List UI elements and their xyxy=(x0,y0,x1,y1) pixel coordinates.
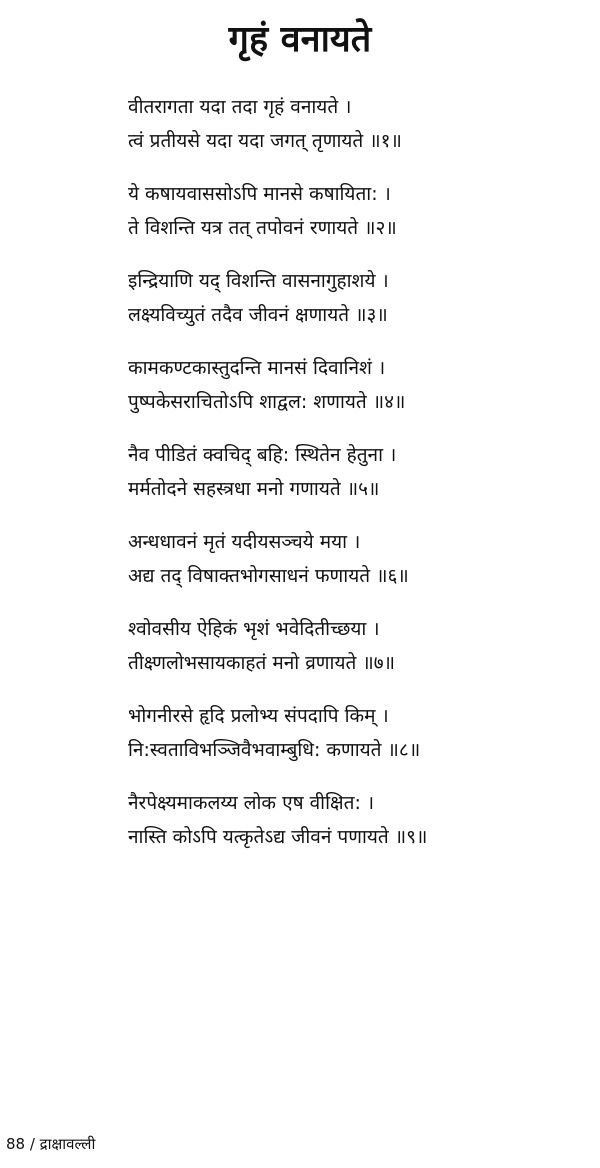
verse-9 xyxy=(128,786,588,873)
verse-line: त्वं प्रतीयसे यदा यदा जगत् तृणायते ॥१॥ xyxy=(128,130,402,152)
verse-line: अद्य तद् विषाक्तभोगसाधनं फणायते ॥६॥ xyxy=(128,565,409,587)
verse-line: ये कषायवाससोऽपि मानसे कषायिता: । xyxy=(128,183,391,205)
verse-line: नास्ति कोऽपि यत्कृतेऽद्य जीवनं पणायते ॥९॥ xyxy=(128,826,428,848)
verse-6 xyxy=(128,525,588,612)
poem-title: गृहं वनायते xyxy=(228,19,372,60)
verse-1 xyxy=(128,90,588,177)
verse-line: लक्ष्यविच्युतं तदैव जीवनं क्षणायते ॥३॥ xyxy=(128,304,388,326)
verse-line: वीतरागता यदा तदा गृहं वनायते । xyxy=(128,96,352,118)
poem-body xyxy=(128,90,588,873)
page-footer: 88 / द्राक्षावल्ली xyxy=(6,1135,96,1153)
verse-7 xyxy=(128,612,588,699)
verse-line: मर्मतोदने सहस्त्रधा मनो गणायते ॥५॥ xyxy=(128,478,380,500)
verse-line: श्वोवसीय ऐहिकं भृशं भवेदितीच्छया । xyxy=(128,618,380,640)
verse-line: इन्द्रियाणि यद् विशन्ति वासनागुहाशये । xyxy=(128,270,389,292)
verse-8 xyxy=(128,699,588,786)
verse-line: भोगनीरसे हृदि प्रलोभ्य संपदापि किम् । xyxy=(128,705,389,727)
verse-line: नैरपेक्ष्यमाकलय्य लोक एष वीक्षित: । xyxy=(128,792,375,814)
verse-line: अन्धधावनं मृतं यदीयसञ्चये मया । xyxy=(128,531,361,553)
verse-4 xyxy=(128,351,588,438)
verse-line: ते विशन्ति यत्र तत् तपोवनं रणायते ॥२॥ xyxy=(128,217,397,239)
verse-line: नि:स्वताविभञ्जिवैभवाम्बुधि: कणायते ॥८॥ xyxy=(128,739,421,761)
verse-5 xyxy=(128,438,588,525)
verse-line: नैव पीडितं क्वचिद् बहि: स्थितेन हेतुना । xyxy=(128,444,397,466)
verse-line: तीक्ष्णलोभसायकाहतं मनो व्रणायते ॥७॥ xyxy=(128,652,395,674)
verse-3 xyxy=(128,264,588,351)
verse-2 xyxy=(128,177,588,264)
verse-line: कामकण्टकास्तुदन्ति मानसं दिवानिशं । xyxy=(128,357,386,379)
verse-line: पुष्पकेसराचितोऽपि शाद्वल: शणायते ॥४॥ xyxy=(128,391,406,413)
